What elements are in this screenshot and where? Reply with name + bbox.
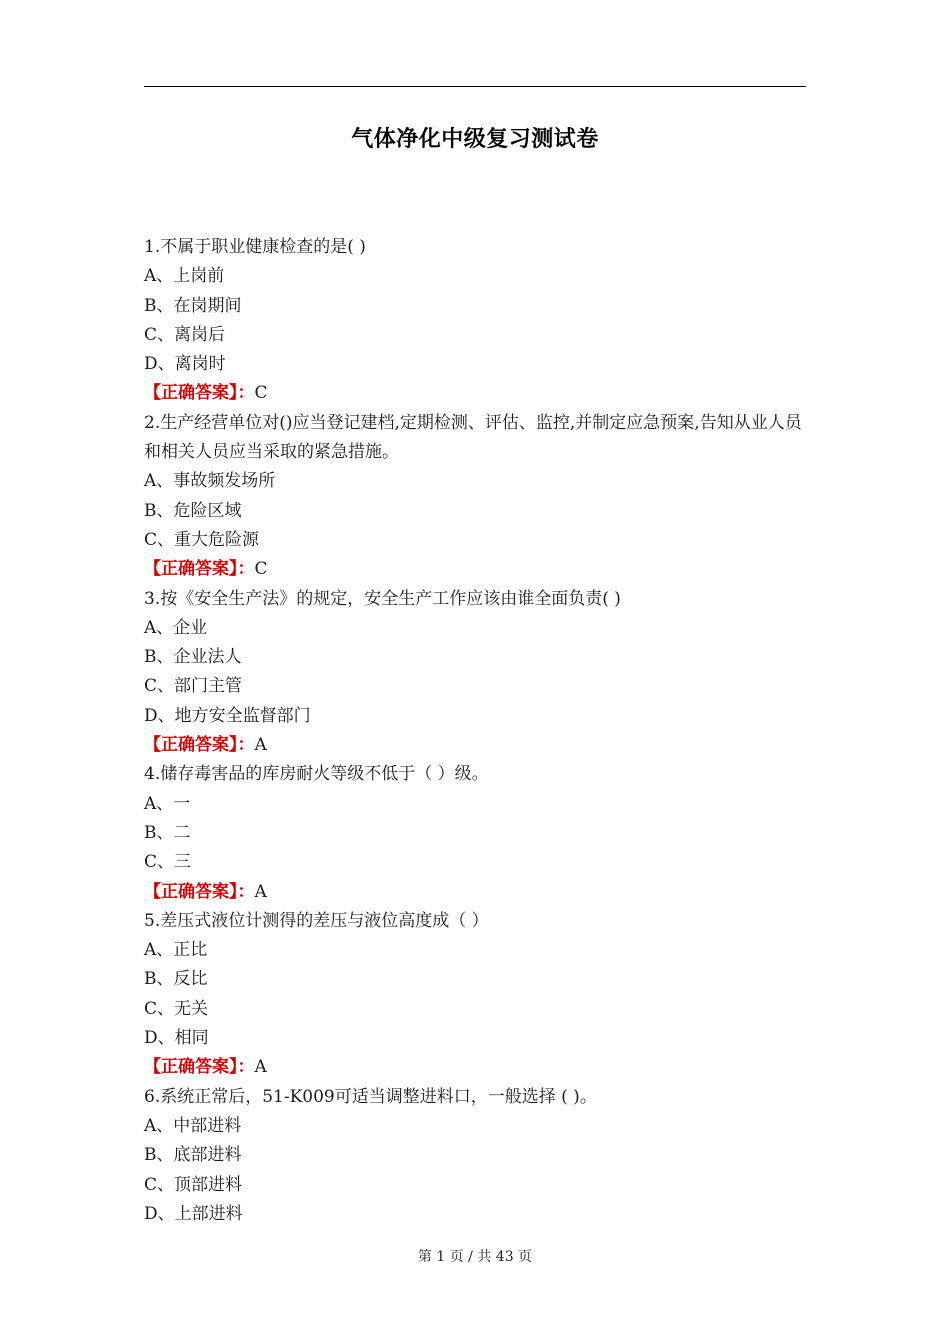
answer-value: C bbox=[254, 383, 268, 404]
answer-label: 【正确答案】： bbox=[144, 735, 255, 756]
option: A、事故频发场所 bbox=[144, 471, 276, 492]
option: A、中部进料 bbox=[144, 1115, 242, 1136]
option: D、上部进料 bbox=[144, 1203, 243, 1224]
option: B、在岗期间 bbox=[144, 295, 242, 316]
answer-line bbox=[144, 379, 810, 408]
option: C、离岗后 bbox=[144, 324, 226, 345]
option: A、企业 bbox=[144, 617, 208, 638]
option: C、部门主管 bbox=[144, 676, 243, 697]
question-item bbox=[144, 907, 810, 1083]
answer-value: A bbox=[254, 1057, 267, 1078]
option: A、上岗前 bbox=[144, 266, 225, 287]
option: C、重大危险源 bbox=[144, 529, 260, 550]
question-item bbox=[144, 409, 810, 585]
answer-label: 【正确答案】： bbox=[144, 881, 255, 902]
question-item bbox=[144, 585, 810, 761]
answer-line bbox=[144, 878, 810, 907]
answer-value: C bbox=[254, 559, 268, 580]
option: D、离岗时 bbox=[144, 354, 226, 375]
answer-line bbox=[144, 1053, 810, 1082]
header-rule bbox=[144, 86, 806, 87]
option: B、反比 bbox=[144, 969, 208, 990]
option: D、地方安全监督部门 bbox=[144, 705, 311, 726]
option: D、相同 bbox=[144, 1028, 209, 1049]
option: C、无关 bbox=[144, 998, 209, 1019]
question-stem: 1.不属于职业健康检查的是( ) bbox=[144, 237, 366, 257]
question-stem: 5.差压式液位计测得的差压与液位高度成（ ） bbox=[144, 910, 489, 931]
answer-line bbox=[144, 555, 810, 584]
option: B、底部进料 bbox=[144, 1145, 242, 1166]
option: B、企业法人 bbox=[144, 647, 242, 668]
answer-label: 【正确答案】： bbox=[144, 559, 255, 580]
question-stem: 4.储存毒害品的库房耐火等级不低于（ ）级。 bbox=[144, 764, 489, 785]
question-item bbox=[144, 233, 810, 409]
question-stem: 2.生产经营单位对()应当登记建档,定期检测、评估、监控,并制定应急预案,告知从业人员和相关人员应当采取的紧急措施。 bbox=[144, 412, 802, 463]
document-title: 气体净化中级复习测试卷 bbox=[351, 126, 599, 152]
option: B、危险区域 bbox=[144, 500, 242, 521]
answer-value: A bbox=[254, 881, 267, 902]
answer-value: A bbox=[254, 735, 267, 756]
page-number: 第 1 页 / 共 43 页 bbox=[417, 1249, 533, 1265]
option: C、顶部进料 bbox=[144, 1174, 243, 1195]
question-item bbox=[144, 760, 810, 906]
option: A、正比 bbox=[144, 940, 208, 961]
answer-label: 【正确答案】： bbox=[144, 383, 255, 404]
question-item bbox=[144, 1083, 810, 1229]
option: C、三 bbox=[144, 852, 192, 873]
option: B、二 bbox=[144, 822, 191, 843]
question-list bbox=[144, 233, 810, 1229]
question-stem: 6.系统正常后，51-K009可适当调整进料口，一般选择 ( )。 bbox=[144, 1086, 597, 1107]
answer-line bbox=[144, 731, 810, 760]
answer-label: 【正确答案】： bbox=[144, 1057, 255, 1078]
question-stem: 3.按《安全生产法》的规定，安全生产工作应该由谁全面负责( ) bbox=[144, 588, 621, 609]
option: A、一 bbox=[144, 793, 191, 814]
